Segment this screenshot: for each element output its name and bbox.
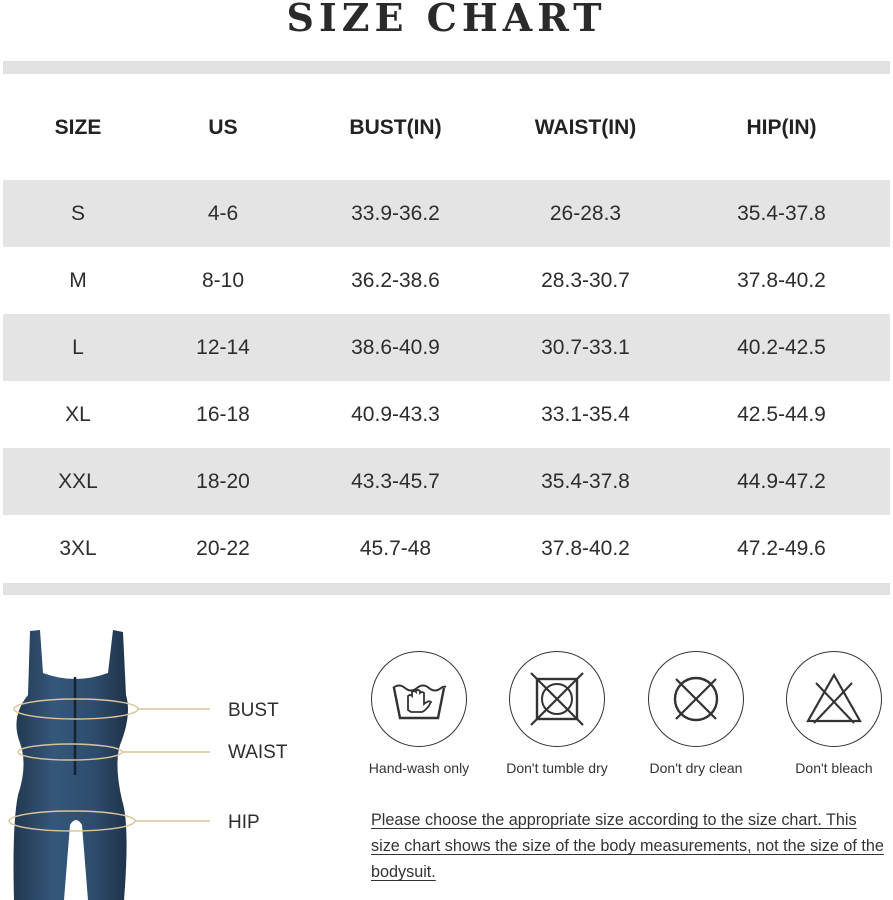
us-cell: 12-14	[196, 335, 250, 359]
hip-cell: 47.2-49.6	[737, 536, 826, 560]
size-table	[3, 75, 890, 582]
waist-cell: 37.8-40.2	[541, 536, 630, 560]
table-row	[3, 448, 890, 515]
table-row	[3, 180, 890, 247]
header-size: SIZE	[54, 115, 102, 139]
bust-cell: 33.9-36.2	[351, 201, 440, 225]
care-label: Don't dry clean	[649, 760, 743, 776]
header-us: US	[208, 115, 238, 139]
hip-label: HIP	[228, 812, 260, 833]
table-header-row	[3, 75, 890, 180]
size-cell: 3XL	[59, 536, 97, 560]
table-row	[3, 515, 890, 582]
us-cell: 20-22	[196, 536, 250, 560]
table-row	[3, 247, 890, 314]
top-divider	[3, 61, 890, 74]
waist-cell: 26-28.3	[549, 201, 622, 225]
size-cell: S	[70, 201, 85, 225]
bust-cell: 40.9-43.3	[351, 402, 440, 426]
care-label: Hand-wash only	[368, 760, 470, 776]
no-bleach-icon	[786, 651, 882, 747]
care-no-tumble-dry	[497, 651, 617, 776]
bust-cell: 36.2-38.6	[351, 268, 440, 292]
header-waist: WAIST(IN)	[534, 115, 637, 139]
no-tumble-dry-icon	[509, 651, 605, 747]
size-note-text: Please choose the appropriate size according to the size chart. This size chart shows the size of the body measurements, not the size of the bodysuit.	[371, 811, 884, 881]
us-cell: 18-20	[196, 469, 250, 493]
hip-cell: 40.2-42.5	[737, 335, 826, 359]
waist-label: WAIST	[228, 742, 288, 763]
bodysuit-shape	[14, 630, 129, 900]
hand-wash-icon	[371, 651, 467, 747]
hip-cell: 44.9-47.2	[737, 469, 826, 493]
care-label: Don't tumble dry	[506, 760, 608, 776]
waist-cell: 30.7-33.1	[541, 335, 630, 359]
bust-cell: 38.6-40.9	[351, 335, 440, 359]
care-no-bleach	[774, 651, 893, 776]
size-cell: XL	[65, 402, 91, 426]
waist-cell: 28.3-30.7	[541, 268, 630, 292]
size-note	[371, 807, 887, 885]
care-hand-wash	[359, 651, 479, 776]
bust-cell: 43.3-45.7	[351, 469, 440, 493]
size-cell: XXL	[58, 469, 98, 493]
bust-cell: 45.7-48	[359, 536, 432, 560]
hip-cell: 35.4-37.8	[737, 201, 826, 225]
care-no-dry-clean	[636, 651, 756, 776]
no-dry-clean-icon	[648, 651, 744, 747]
waist-cell: 35.4-37.8	[541, 469, 630, 493]
size-cell: L	[72, 335, 84, 359]
us-cell: 16-18	[196, 402, 250, 426]
table-row	[3, 381, 890, 448]
waist-cell: 33.1-35.4	[541, 402, 630, 426]
hip-cell: 42.5-44.9	[737, 402, 826, 426]
page-title: SIZE CHART	[286, 0, 607, 40]
size-cell: M	[69, 268, 87, 292]
hip-cell: 37.8-40.2	[737, 268, 826, 292]
table-row	[3, 314, 890, 381]
bottom-divider	[3, 583, 890, 595]
us-cell: 8-10	[201, 268, 245, 292]
care-label: Don't bleach	[795, 760, 873, 776]
us-cell: 4-6	[207, 201, 239, 225]
header-hip: HIP(IN)	[746, 115, 817, 139]
bust-label: BUST	[228, 700, 279, 721]
header-bust: BUST(IN)	[349, 115, 442, 139]
